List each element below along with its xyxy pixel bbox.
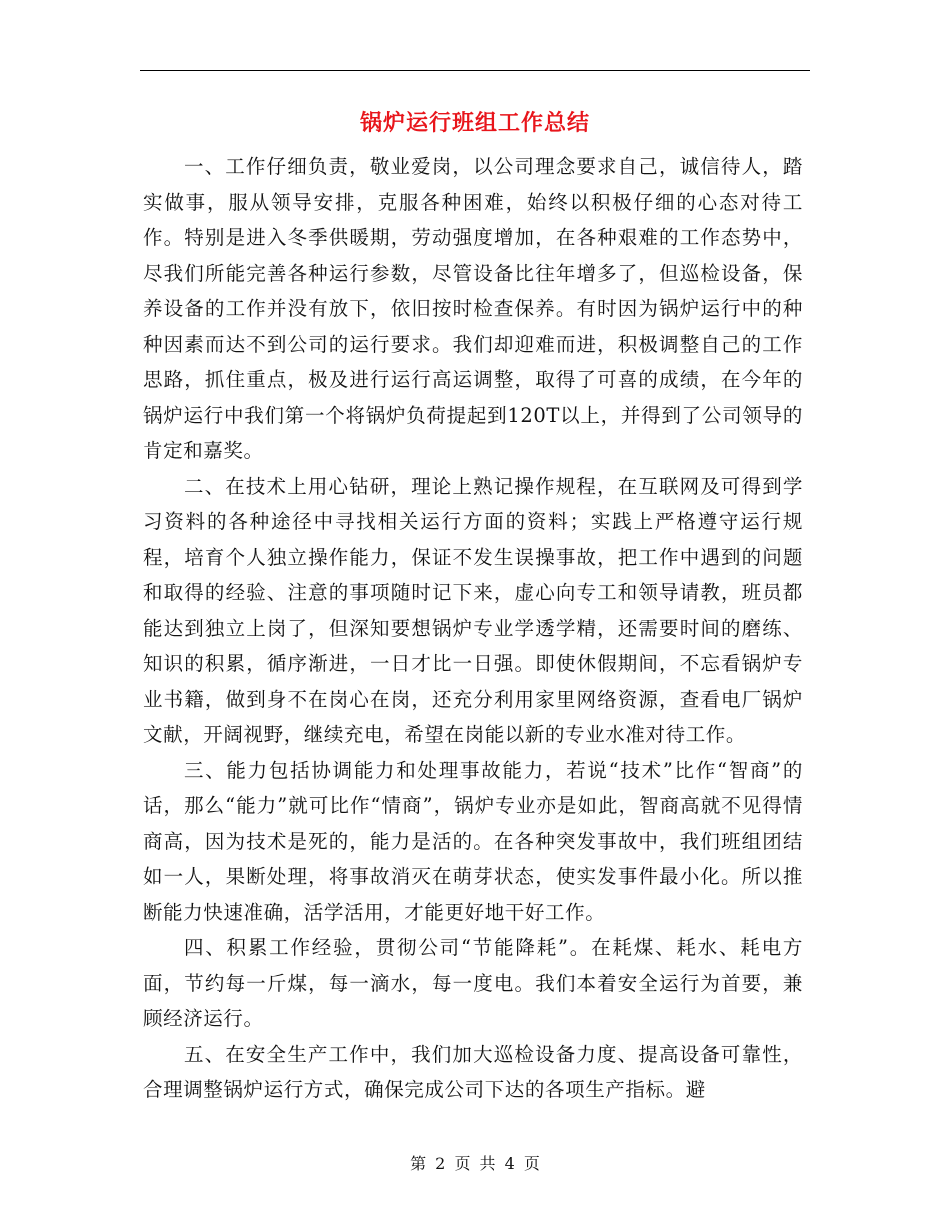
paragraph-3: 三、能力包括协调能力和处理事故能力，若说“技术”比作“智商”的话，那么“能力”就可比作“情商”，锅炉专业亦是如此，智商高就不见得情商高，因为技术是死的，能力是活的。在各种突发事故中，我们班组团结如一人，果断处理，将事故消灭在萌芽状态，使实发事件最小化。所以推断能力快速准确，活学活用，才能更好地干好工作。	[143, 758, 803, 924]
page-footer: 第 2 页 共 4 页	[410, 1154, 540, 1173]
paragraph-2: 二、在技术上用心钻研，理论上熟记操作规程，在互联网及可得到学习资料的各种途径中寻找相关运行方面的资料；实践上严格遵守运行规程，培育个人独立操作能力，保证不发生误操事故，把工作中遇到的问题和取得的经验、注意的事项随时记下来，虚心向专工和领导请教，班员都能达到独立上岗了，但深知要想锅炉专业学透学精，还需要时间的磨练、知识的积累，循序渐进，一日才比一日强。即使休假期间，不忘看锅炉专业书籍，做到身不在岗心在岗，还充分利用家里网络资源，查看电厂锅炉文献，开阔视野，继续充电，希望在岗能以新的专业水准对待工作。	[143, 474, 803, 746]
document-body	[143, 149, 803, 1108]
document-title: 锅炉运行班组工作总结	[359, 110, 590, 136]
paragraph-1: 一、工作仔细负责，敬业爱岗，以公司理念要求自己，诚信待人，踏实做事，服从领导安排，克服各种困难，始终以积极仔细的心态对待工作。特别是进入冬季供暖期，劳动强度增加，在各种艰难的工作态势中，尽我们所能完善各种运行参数，尽管设备比往年增多了，但巡检设备，保养设备的工作并没有放下，依旧按时检查保养。有时因为锅炉运行中的种种因素而达不到公司的运行要求。我们却迎难而进，积极调整自己的工作思路，抓住重点，极及进行运行高运调整，取得了可喜的成绩，在今年的锅炉运行中我们第一个将锅炉负荷提起到120T以上，并得到了公司领导的肯定和嘉奖。	[143, 155, 803, 462]
paragraph-4: 四、积累工作经验，贯彻公司“节能降耗”。在耗煤、耗水、耗电方面，节约每一斤煤，每一滴水，每一度电。我们本着安全运行为首要，兼顾经济运行。	[143, 936, 803, 1030]
header-rule	[140, 70, 810, 71]
paragraph-5: 五、在安全生产工作中，我们加大巡检设备力度、提高设备可靠性，合理调整锅炉运行方式，确保完成公司下达的各项生产指标。避	[143, 1042, 803, 1101]
